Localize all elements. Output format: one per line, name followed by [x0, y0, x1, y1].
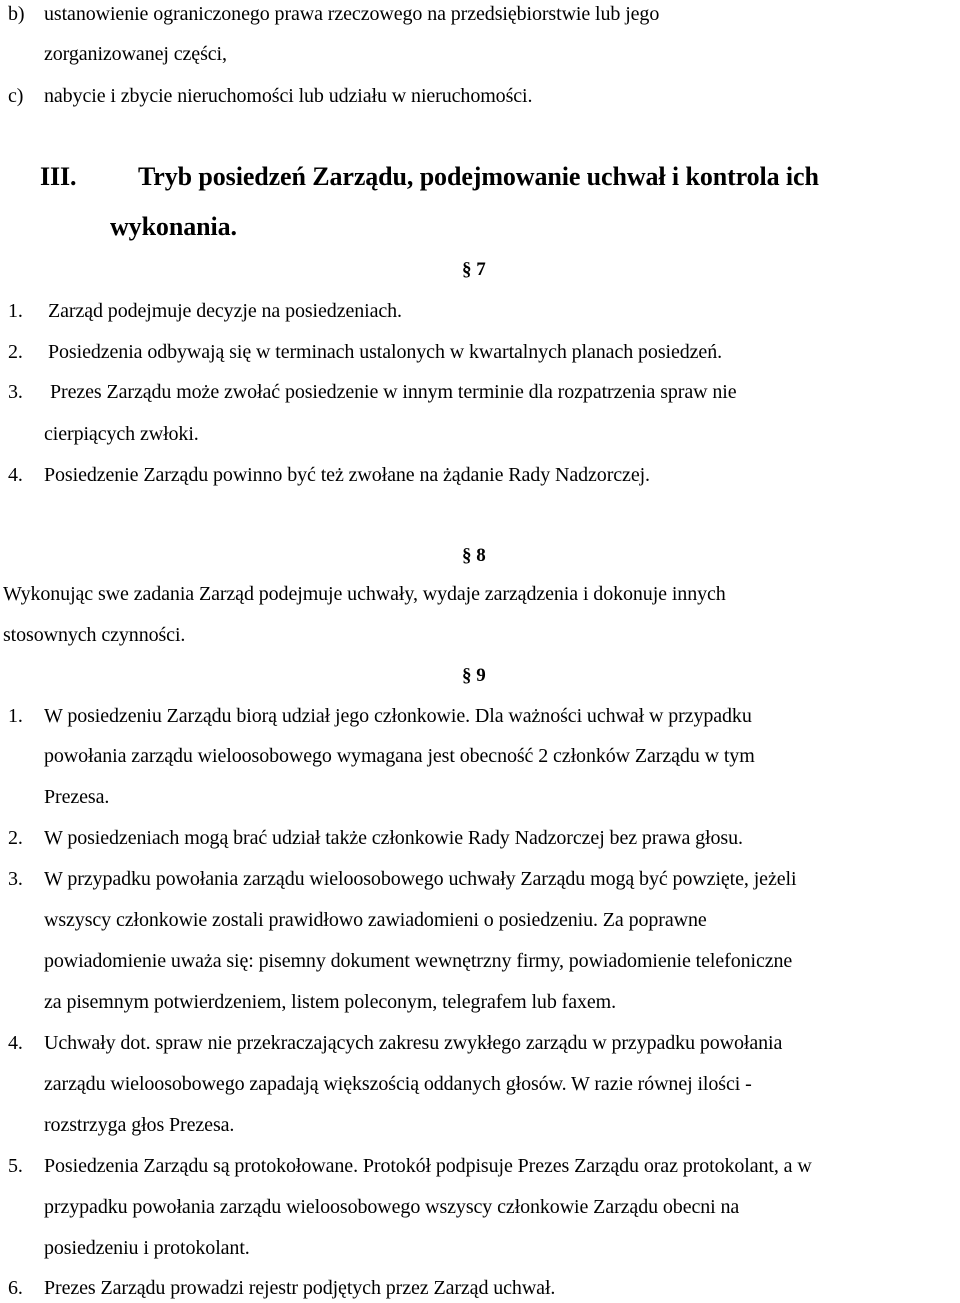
list-item-b-cont: zorganizowanej części, [44, 43, 227, 65]
item-text-cont: cierpiących zwłoki. [44, 423, 199, 445]
paragraph-text-cont: stosownych czynności. [3, 624, 186, 646]
item-text-cont: rozstrzyga głos Prezesa. [44, 1114, 235, 1136]
item-number: 1. [8, 300, 23, 322]
item-text: Posiedzenia odbywają się w terminach ustalonych w kwartalnych planach posiedzeń. [48, 341, 723, 363]
paragraph-text: Wykonując swe zadania Zarząd podejmuje uchwały, wydaje zarządzenia i dokonuje innych [3, 583, 726, 605]
item-text: Uchwały dot. spraw nie przekraczających zakresu zwykłego zarządu w przypadku powołania [44, 1032, 783, 1054]
list-item-text: nabycie i zbycie nieruchomości lub udziału w nieruchomości. [44, 85, 533, 107]
item-number: 3. [8, 868, 23, 890]
item-text: W posiedzeniu Zarządu biorą udział jego członkowie. Dla ważności uchwał w przypadku [44, 705, 752, 727]
item-text-cont: wszyscy członkowie zostali prawidłowo zawiadomieni o posiedzeniu. Za poprawne [44, 909, 707, 931]
section-title-line2: wykonania. [110, 212, 237, 241]
item-number: 5. [8, 1155, 23, 1177]
section-number: III. [40, 162, 77, 191]
section-title-line1: Tryb posiedzeń Zarządu, podejmowanie uchwał i kontrola ich [138, 162, 819, 191]
item-number: 6. [8, 1277, 23, 1299]
item-number: 1. [8, 705, 23, 727]
item-text-cont: powołania zarządu wieloosobowego wymagana jest obecność 2 członków Zarządu w tym [44, 745, 755, 767]
list-marker: c) [8, 85, 24, 107]
item-number: 2. [8, 341, 23, 363]
item-text: Zarząd podejmuje decyzje na posiedzeniach. [48, 300, 402, 322]
paragraph-sign-7: § 7 [462, 259, 486, 280]
item-number: 4. [8, 464, 23, 486]
item-text: Posiedzenie Zarządu powinno być też zwołane na żądanie Rady Nadzorczej. [44, 464, 650, 486]
item-text: Posiedzenia Zarządu są protokołowane. Protokół podpisuje Prezes Zarządu oraz protokolant, a w [44, 1155, 812, 1177]
item-text-cont: za pisemnym potwierdzeniem, listem poleconym, telegrafem lub faxem. [44, 991, 617, 1013]
item-number: 4. [8, 1032, 23, 1054]
list-marker: b) [8, 3, 25, 25]
item-text: W posiedzeniach mogą brać udział także członkowie Rady Nadzorczej bez prawa głosu. [44, 827, 743, 849]
list-item-text: ustanowienie ograniczonego prawa rzeczowego na przedsiębiorstwie lub jego [44, 3, 660, 25]
item-text: Prezes Zarządu prowadzi rejestr podjętych przez Zarząd uchwał. [44, 1277, 556, 1299]
item-text-cont: zarządu wieloosobowego zapadają większością oddanych głosów. W razie równej ilości - [44, 1073, 752, 1095]
item-text: W przypadku powołania zarządu wieloosobowego uchwały Zarządu mogą być powzięte, jeżeli [44, 868, 797, 890]
item-number: 2. [8, 827, 23, 849]
item-text: Prezes Zarządu może zwołać posiedzenie w innym terminie dla rozpatrzenia spraw nie [50, 381, 737, 403]
paragraph-sign-8: § 8 [462, 545, 486, 566]
paragraph-sign-9: § 9 [462, 665, 486, 686]
item-text-cont: Prezesa. [44, 786, 110, 808]
item-number: 3. [8, 381, 23, 403]
item-text-cont: powiadomienie uważa się: pisemny dokument wewnętrzny firmy, powiadomienie telefoniczne [44, 950, 793, 972]
item-text-cont: przypadku powołania zarządu wieloosobowego wszyscy członkowie Zarządu obecni na [44, 1196, 740, 1218]
item-text-cont: posiedzeniu i protokolant. [44, 1237, 250, 1259]
